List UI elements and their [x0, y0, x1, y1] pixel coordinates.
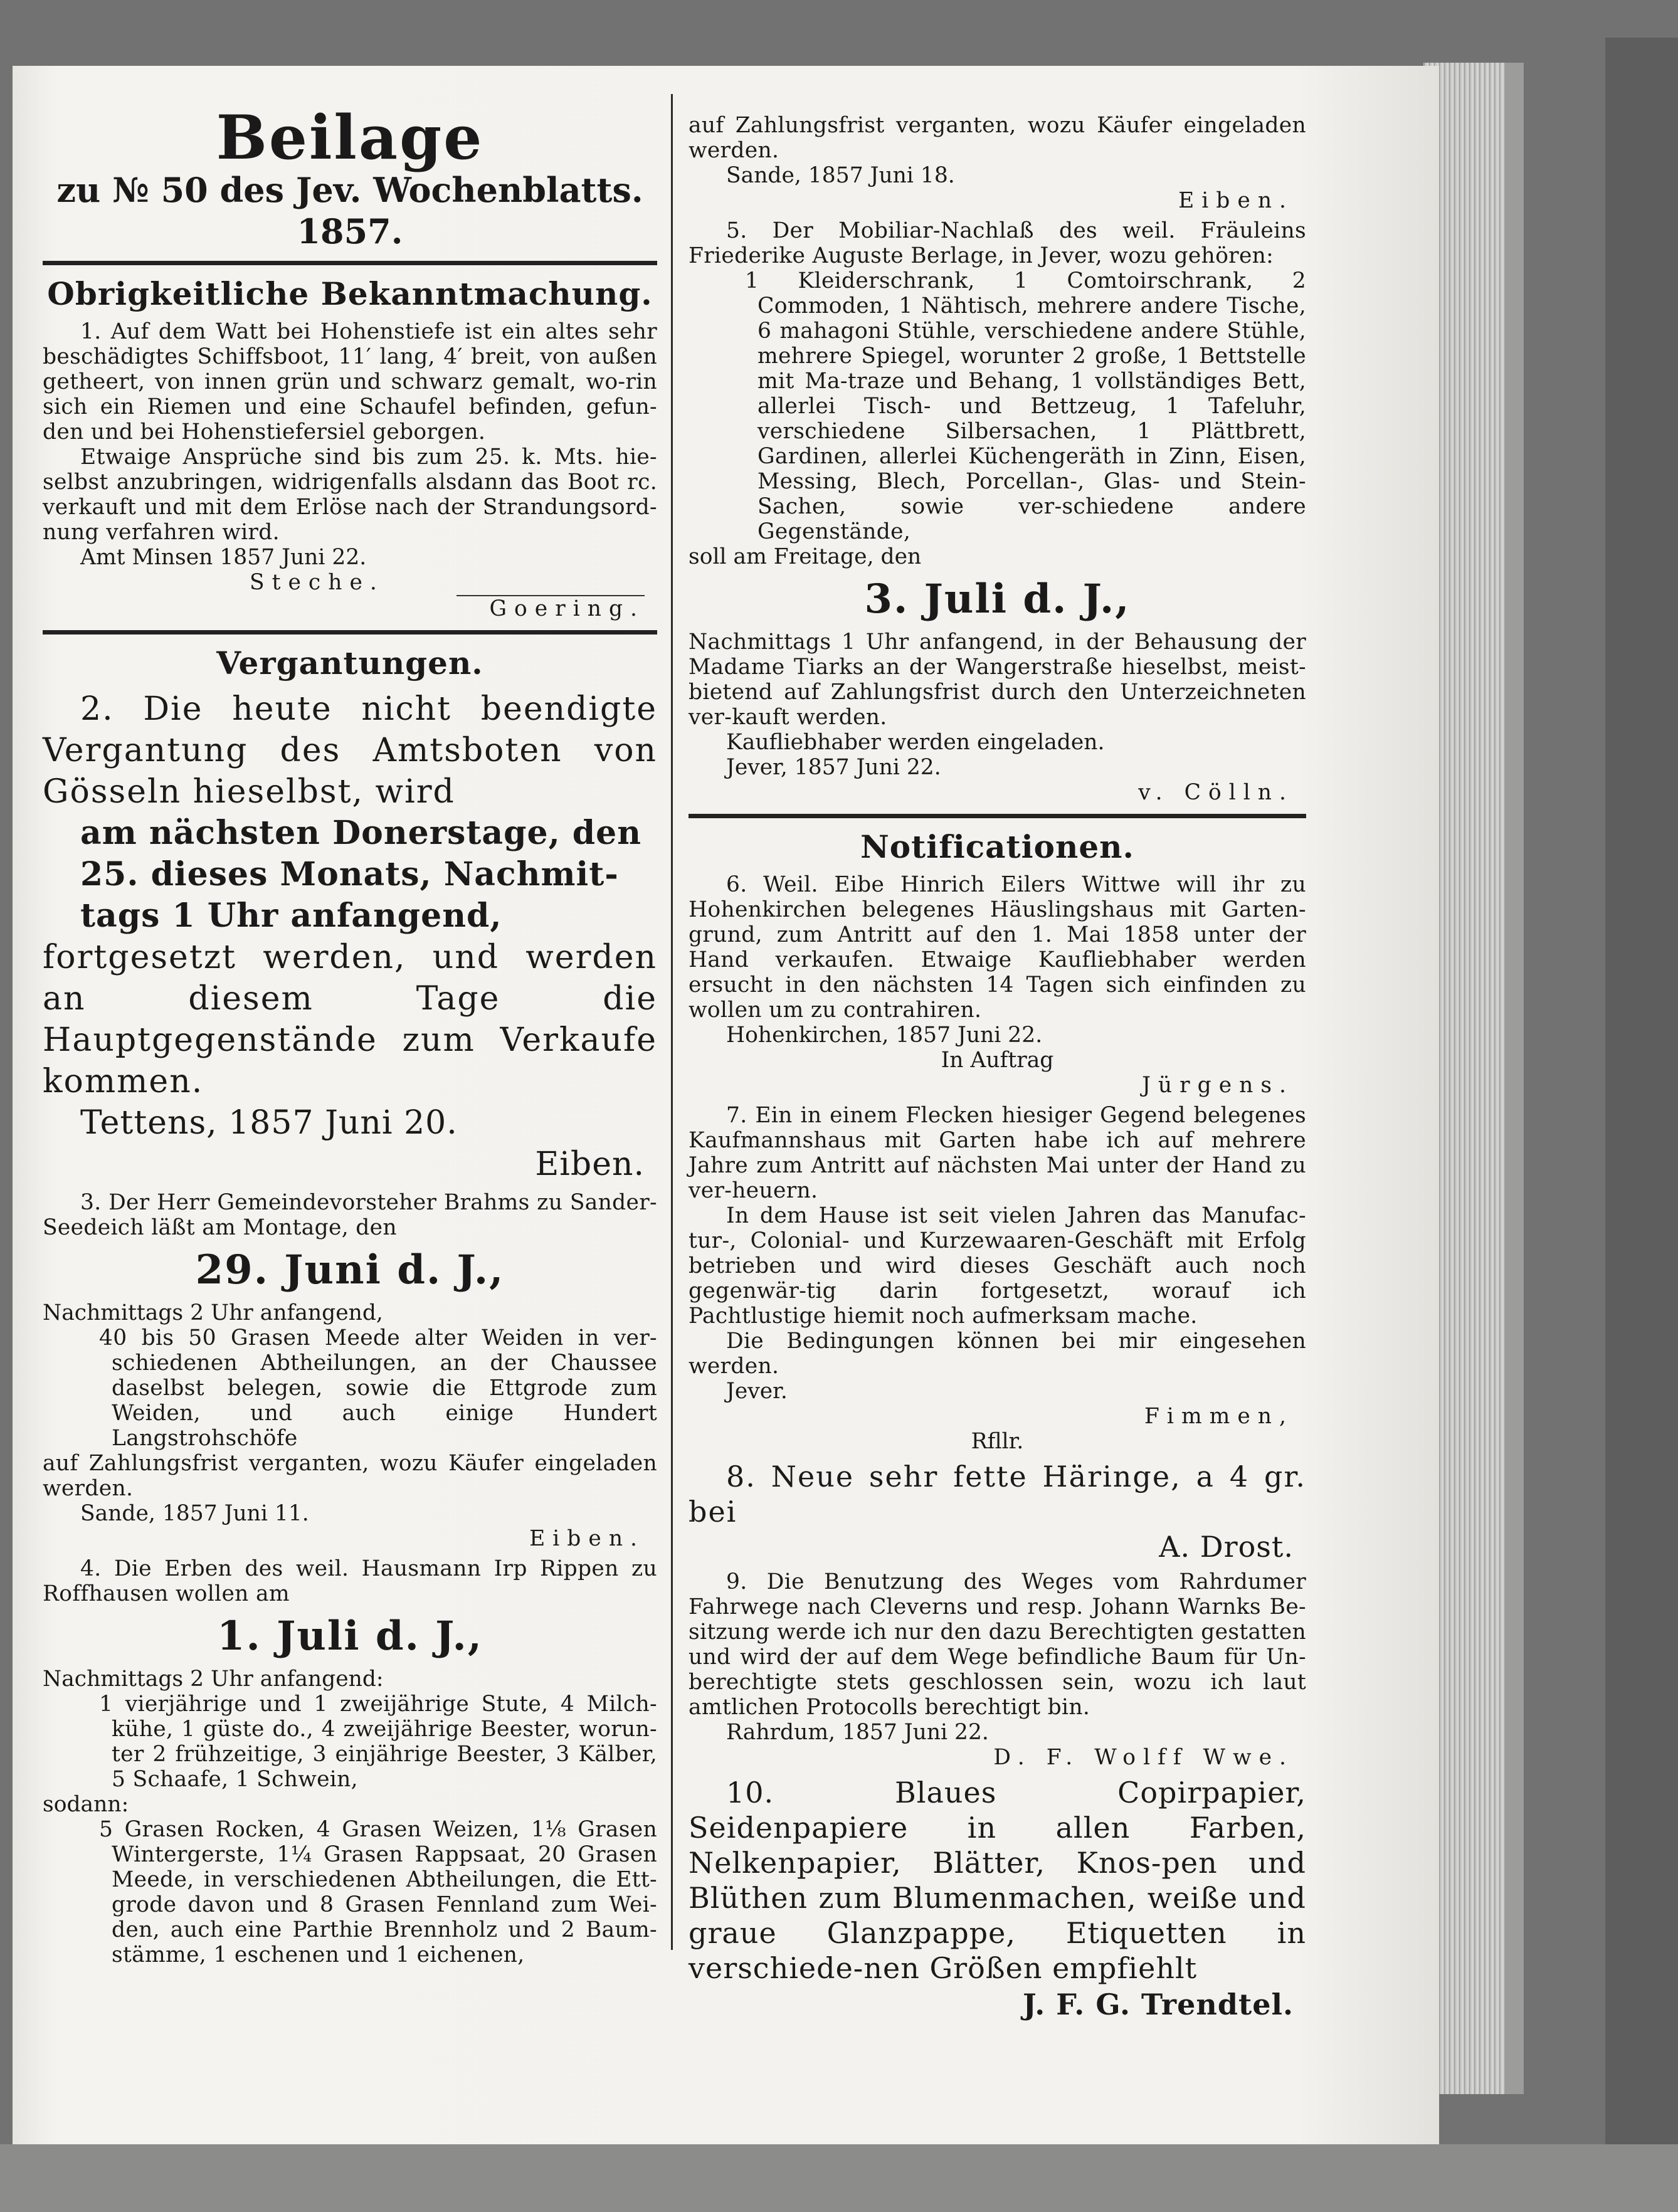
notice-1-text: 1. Auf dem Watt bei Hohenstiefe ist ein altes sehr beschädigtes Schiffsboot, 11′ lang, 4′ breit, von außen getheert, von innen grün und schwarz gemalt, wo-rin sich ein Riemen und eine Schaufel befinden, gefun-den und bei Hohenstiefersiel geborgen. [43, 319, 657, 445]
notice-6-auftrag: In Auftrag [941, 1048, 1054, 1073]
continued-place-date: Sande, 1857 Juni 18. [726, 163, 955, 188]
notice-9-place-date: Rahrdum, 1857 Juni 22. [726, 1720, 989, 1745]
notice-7-title: Rfllr. [971, 1429, 1024, 1454]
section-heading-vergantungen: Vergantungen. [216, 645, 483, 682]
section-heading-obrigkeitlich: Obrigkeitliche Bekanntmachung. [47, 275, 653, 312]
section-heading-notificationen: Notificationen. [860, 828, 1134, 865]
notice-4-time: Nachmittags 2 Uhr anfangend: [43, 1667, 384, 1692]
notice-8-text: 8. Neue sehr fette Häringe, a 4 gr. bei [689, 1460, 1306, 1529]
notice-3-time: Nachmittags 2 Uhr anfangend, [43, 1300, 383, 1325]
notice-7-signature: Fimmen, [1144, 1404, 1294, 1429]
page-title: Beilage [216, 102, 484, 173]
notice-4-date: 1. Juli d. J., [217, 1613, 483, 1660]
left-column [43, 69, 657, 1967]
notice-3-text: 3. Der Herr Gemeindevorsteher Brahms zu Sander-Seedeich läßt am Montage, den [43, 1190, 657, 1240]
notice-4-text: 4. Die Erben des weil. Hausmann Irp Rippen zu Roffhausen wollen am [43, 1556, 657, 1606]
notice-4-then: sodann: [43, 1792, 129, 1817]
notice-5-invitation: Kaufliebhaber werden eingeladen. [726, 730, 1105, 755]
notice-1-signature-1: Steche. [250, 570, 384, 595]
notice-10-signature: J. F. G. Trendtel. [1023, 1988, 1294, 2021]
right-column [689, 113, 1306, 2023]
notice-2-text: 2. Die heute nicht beendigte Vergantung des Amtsboten von Gösseln hieselbst, wird [43, 690, 657, 811]
notice-5-friday: soll am Freitage, den [689, 544, 922, 569]
notice-6-place-date: Hohenkirchen, 1857 Juni 22. [726, 1023, 1043, 1048]
notice-5-items: 1 Kleiderschrank, 1 Comtoirschrank, 2 Commoden, 1 Nähtisch, mehrere andere Tische, 6 mahagoni Stühle, verschiedene andere Stühle, mehrere Spiegel, worunter 2 große, 1 Bettstelle mit Ma-traze und Behang, 1 vollständiges Bett, allerlei Tisch- und Bettzeug, 1 Tafeluhr, verschiedene Silbersachen, 1 Plättbrett, Gardinen, allerlei Küchengeräth in Zinn, Eisen, Messing, Blech, Porcellan-, Glas- und Stein-Sachen, sowie ver-schiedene andere Gegenstände, [745, 268, 1306, 544]
continued-terms: auf Zahlungsfrist verganten, wozu Käufer eingeladen werden. [689, 113, 1306, 163]
notice-2-signature: Eiben. [535, 1146, 645, 1183]
notice-2-bold-3: tags 1 Uhr anfangend, [80, 897, 502, 935]
notice-7-place: Jever. [726, 1379, 788, 1404]
notice-6-text: 6. Weil. Eibe Hinrich Eilers Wittwe will ihr zu Hohenkirchen belegenes Häuslingshaus mit Garten-grund, zum Antritt auf den 1. Mai 1858 unter der Hand verkaufen. Etwaige Kaufliebhaber werden ersucht in den nächsten 14 Tagen sich einfinden zu wollen um zu contrahiren. [689, 872, 1306, 1023]
notice-3-date: 29. Juni d. J., [195, 1246, 505, 1293]
notice-8-signature: A. Drost. [1159, 1530, 1294, 1564]
notice-1-signature-2: Goering. [489, 596, 645, 621]
notice-1-claims: Etwaige Ansprüche sind bis zum 25. k. Mts. hie-selbst anzubringen, widrigenfalls alsdann das Boot rc. verkauft und mit dem Erlöse nach der Strandungsord-nung verfahren wird. [43, 445, 657, 545]
notice-5-details: Nachmittags 1 Uhr anfangend, in der Behausung der Madame Tiarks an der Wangerstraße hieselbst, meist-bietend auf Zahlungsfrist durch den Unterzeichneten ver-kauft werden. [689, 629, 1306, 730]
notice-9-signature: D. F. Wolff Wwe. [993, 1745, 1294, 1770]
page-subtitle: zu № 50 des Jev. Wochenblatts. 1857. [56, 170, 643, 251]
notice-1-place-date: Amt Minsen 1857 Juni 22. [80, 545, 367, 570]
notice-9-text: 9. Die Benutzung des Weges vom Rahrdumer Fahrwege nach Cleverns und resp. Johann Warnks Be-sitzung werde ich nur den dazu Berechtigten gestatten und wird der auf dem Wege befindliche Baum für Un-berechtigte stets geschlossen sein, wozu ich laut amtlichen Protocolls berechtigt bin. [689, 1569, 1306, 1720]
notice-3-items: 40 bis 50 Grasen Meede alter Weiden in ver-schiedenen Abtheilungen, an der Chaussee daselbst belegen, sowie die Ettgrode zum Weiden, und auch einige Hundert Langstrohschöfe [99, 1325, 657, 1451]
notice-5-signature: v. Cölln. [1138, 780, 1294, 805]
notice-4-livestock: 1 vierjährige und 1 zweijährige Stute, 4 Milch-kühe, 1 güste do., 4 zweijährige Beester, worun-ter 2 frühzeitige, 3 einjährige Beester, 3 Kälber, 5 Schaafe, 1 Schwein, [99, 1692, 657, 1792]
notice-5-text: 5. Der Mobiliar-Nachlaß des weil. Fräuleins Friederike Auguste Berlage, in Jever, wozu gehören: [689, 218, 1306, 268]
notice-7-business: In dem Hause ist seit vielen Jahren das Manufac-tur-, Colonial- und Kurzewaaren-Geschäft mit Erfolg betrieben und wird dieses Geschäft auch noch gegenwär-tig darin fortgesetzt, worauf ich Pachtlustige hiemit noch aufmerksam mache. [689, 1203, 1306, 1329]
continued-signature: Eiben. [1178, 188, 1294, 213]
notice-5-place-date: Jever, 1857 Juni 22. [726, 755, 941, 780]
separator [43, 261, 657, 265]
separator [43, 630, 657, 635]
notice-3-terms: auf Zahlungsfrist verganten, wozu Käufer eingeladen werden. [43, 1451, 657, 1501]
separator [689, 814, 1306, 818]
notice-3-signature: Eiben. [529, 1526, 645, 1551]
notice-2-bold-1: am nächsten Donerstage, den [80, 814, 642, 852]
notice-6-signature: Jürgens. [1142, 1073, 1294, 1098]
notice-2-bold-2: 25. dieses Monats, Nachmit- [80, 855, 619, 893]
notice-4-crops: 5 Grasen Rocken, 4 Grasen Weizen, 1⅛ Grasen Wintergerste, 1¼ Grasen Rappsaat, 20 Grasen Meede, in verschiedenen Abtheilungen, die Ett-grode davon und 8 Grasen Fennland zum Wei-den, auch eine Parthie Brennholz und 2 Baum-stämme, 1 eschenen und 1 eichenen, [99, 1817, 657, 1967]
notice-10-text: 10. Blaues Copirpapier, Seidenpapiere in allen Farben, Nelkenpapier, Blätter, Knos-pen und Blüthen zum Blumenmachen, weiße und graue Glanzpappe, Etiquetten in verschiede-nen Größen empfiehlt [689, 1776, 1306, 1985]
notice-3-place-date: Sande, 1857 Juni 11. [80, 1501, 309, 1526]
notice-7-conditions: Die Bedingungen können bei mir eingesehen werden. [689, 1329, 1306, 1379]
notice-2-place-date: Tettens, 1857 Juni 20. [80, 1104, 458, 1142]
notice-2-continued: fortgesetzt werden, und werden an diesem Tage die Hauptgegenstände zum Verkaufe kommen. [43, 939, 657, 1100]
column-divider [671, 94, 673, 1950]
notice-7-text: 7. Ein in einem Flecken hiesiger Gegend belegenes Kaufmannshaus mit Garten habe ich auf mehrere Jahre zum Antritt auf nächsten Mai unter der Hand zu ver-heuern. [689, 1103, 1306, 1203]
notice-5-date: 3. Juli d. J., [864, 576, 1131, 623]
